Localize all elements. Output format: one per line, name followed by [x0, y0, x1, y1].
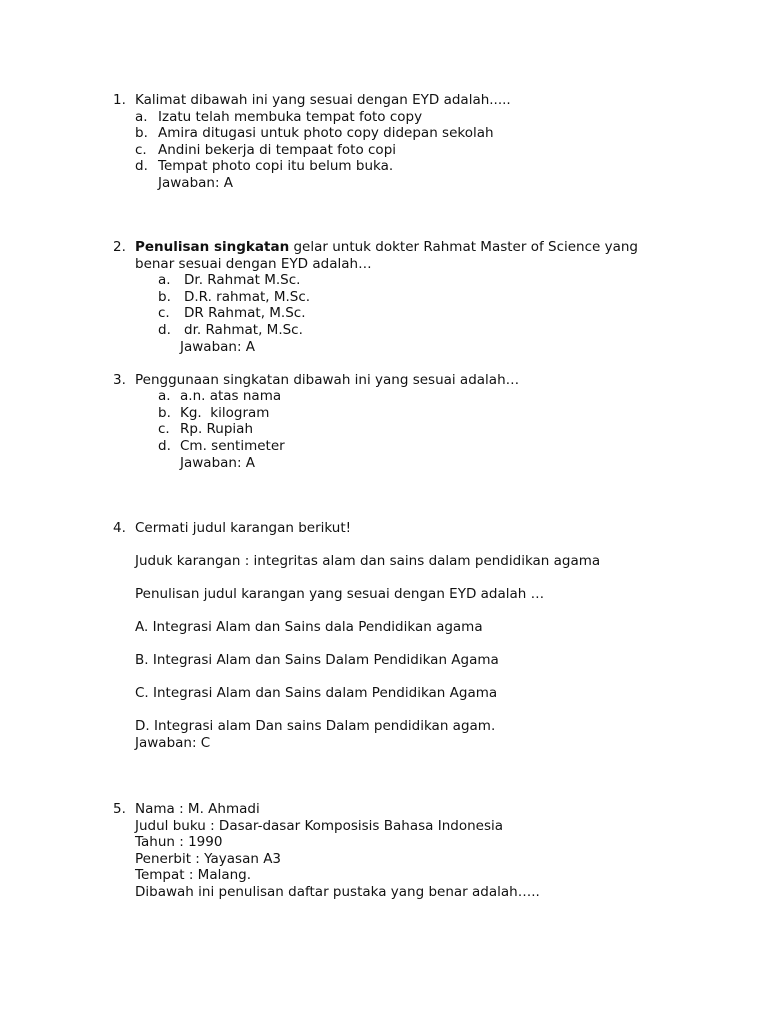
option-text: D.R. rahmat, M.Sc.: [184, 289, 311, 305]
option-text: DR Rahmat, M.Sc.: [184, 305, 306, 321]
question-text: Penggunaan singkatan dibawah ini yang sesuai adalah…: [135, 372, 520, 388]
option-letter: c.: [158, 421, 170, 437]
option-letter: a.: [135, 109, 148, 125]
option-text: A. Integrasi Alam dan Sains dala Pendidikan agama: [135, 619, 483, 635]
option-text: Andini bekerja di tempaat foto copi: [158, 142, 397, 158]
question-text: Penulisan judul karangan yang sesuai dengan EYD adalah …: [135, 586, 545, 602]
answer-text: Jawaban: C: [135, 735, 211, 751]
book-year-line: Tahun : 1990: [135, 834, 223, 850]
answer-text: Jawaban: A: [180, 455, 256, 471]
option-letter: a.: [158, 272, 171, 288]
option-letter: a.: [158, 388, 171, 404]
question-text: Dibawah ini penulisan daftar pustaka yang benar adalah…..: [135, 884, 540, 900]
option-text: dr. Rahmat, M.Sc.: [184, 322, 303, 338]
question-number: 3.: [113, 372, 126, 388]
answer-text: Jawaban: A: [158, 175, 234, 191]
karangan-title-line: Juduk karangan : integritas alam dan sains dalam pendidikan agama: [135, 553, 601, 569]
option-text: Dr. Rahmat M.Sc.: [184, 272, 301, 288]
question-number: 2.: [113, 239, 126, 255]
option-letter: b.: [135, 125, 148, 141]
book-title-line: Judul buku : Dasar-dasar Komposisis Bahasa Indonesia: [135, 818, 504, 834]
book-place-line: Tempat : Malang.: [135, 867, 252, 883]
question-rest-text: gelar untuk dokter Rahmat Master of Science yang: [289, 239, 639, 255]
question-number: 1.: [113, 92, 126, 108]
option-letter: b.: [158, 289, 171, 305]
option-text: Cm. sentimeter: [180, 438, 285, 454]
question-intro: Cermati judul karangan berikut!: [135, 520, 352, 536]
option-letter: c.: [135, 142, 147, 158]
option-text: Izatu telah membuka tempat foto copy: [158, 109, 423, 125]
option-text: D. Integrasi alam Dan sains Dalam pendidikan agam.: [135, 718, 496, 734]
question-text-line2: benar sesuai dengan EYD adalah…: [135, 256, 372, 272]
option-letter: d.: [135, 158, 148, 174]
option-letter: c.: [158, 305, 170, 321]
option-letter: b.: [158, 405, 171, 421]
option-text: Kg. kilogram: [180, 405, 270, 421]
option-letter: d.: [158, 322, 171, 338]
book-publisher-line: Penerbit : Yayasan A3: [135, 851, 282, 867]
option-text: B. Integrasi Alam dan Sains Dalam Pendidikan Agama: [135, 652, 499, 668]
option-text: Rp. Rupiah: [180, 421, 254, 437]
book-author-line: Nama : M. Ahmadi: [135, 801, 260, 817]
option-text: Amira ditugasi untuk photo copy didepan sekolah: [158, 125, 494, 141]
option-text: Tempat photo copi itu belum buka.: [158, 158, 394, 174]
question-text: [135, 239, 638, 256]
option-text: C. Integrasi Alam dan Sains dalam Pendidikan Agama: [135, 685, 498, 701]
question-text: Kalimat dibawah ini yang sesuai dengan EYD adalah.....: [135, 92, 511, 108]
question-number: 4.: [113, 520, 126, 536]
question-bold-text: Penulisan singkatan: [135, 239, 290, 255]
option-letter: d.: [158, 438, 171, 454]
answer-text: Jawaban: A: [180, 339, 256, 355]
option-text: a.n. atas nama: [180, 388, 282, 404]
question-number: 5.: [113, 801, 126, 817]
